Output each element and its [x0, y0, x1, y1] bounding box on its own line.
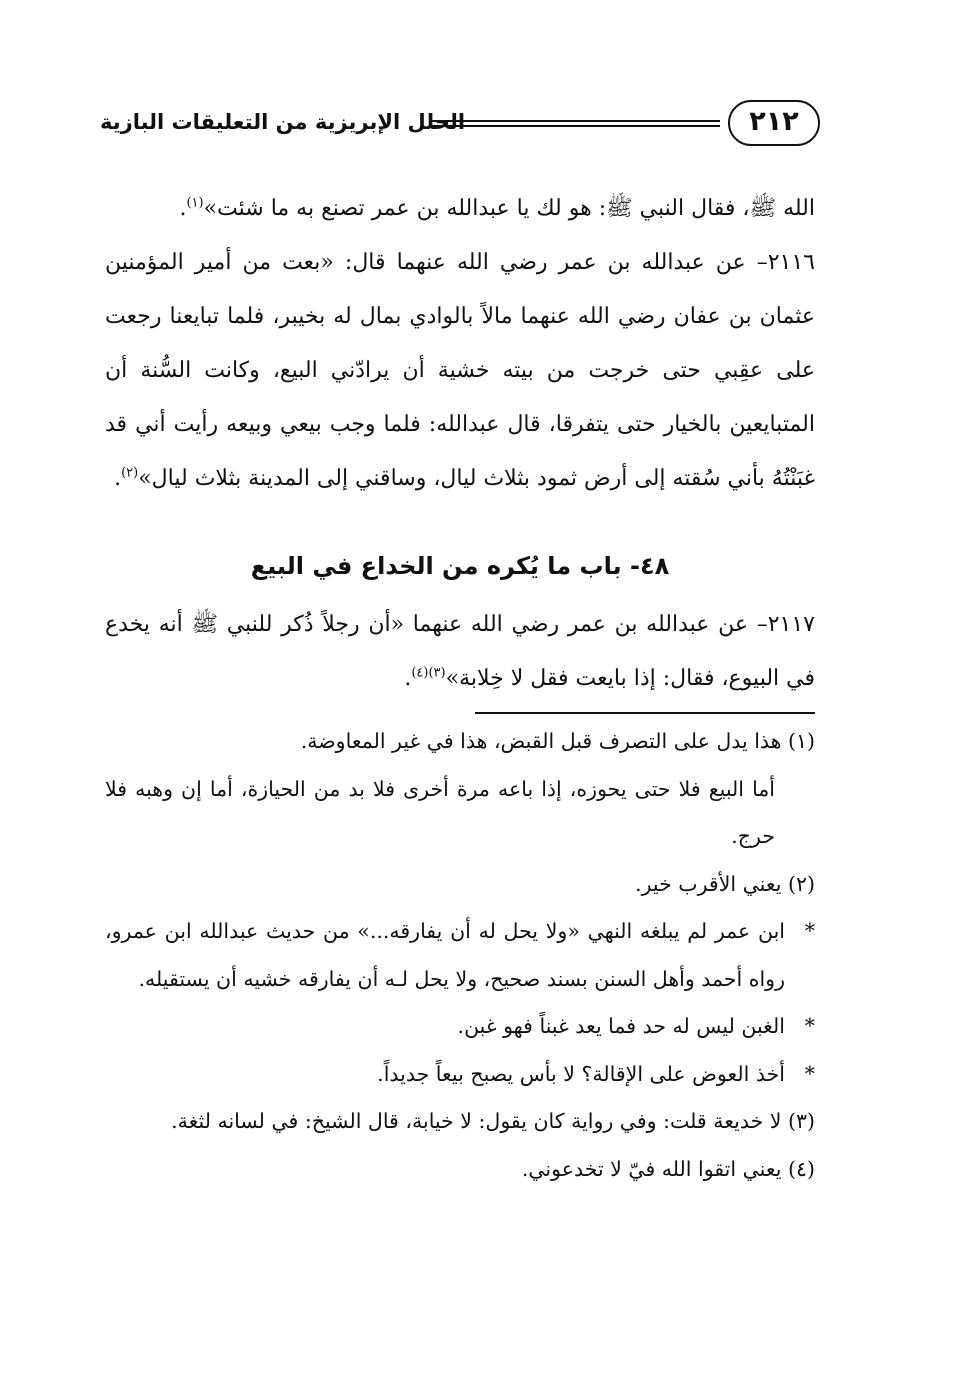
footnotes: [105, 718, 815, 1193]
asterisk-icon: *: [804, 919, 815, 943]
footnote-3: (٣) لا خديعة قلت: وفي رواية كان يقول: لا خيابة، قال الشيخ: في لسانه لثغة.: [171, 1109, 815, 1133]
footnote-ref-2[interactable]: (٢): [121, 465, 139, 481]
hadith-2116: ٢١١٦– عن عبدالله بن عمر رضي الله عنهما قال: «بعت من أمير المؤمنين عثمان بن عفان رضي الله عنهما مالاً بالوادي بمال له بخيبر، فلما تبايعنا رجعت على عقِبي حتى خرجت من بيته خشية أن يرادّني البيع، وكانت السُّنة أن المتبايعين بالخيار حتى يتفرقا، قال عبدالله: فلما وجب بيعي وبيعه رأيت أني قد غبَنْتُهُ بأني سُقته إلى أرض ثمود بثلاث ليال، وساقني إلى المدينة بثلاث ليال»$^{(٢)}$.: [105, 250, 815, 491]
footnote-comment-3: * أخذ العوض على الإقالة؟ لا بأس يصبح بيعاً جديداً.: [105, 1051, 815, 1099]
asterisk-icon: *: [804, 1014, 815, 1038]
hadith-number: ٢١١٦: [767, 250, 815, 275]
book-title: الحلل الإبريزية من التعليقات البازية: [100, 110, 466, 134]
footnote-1: (١) هذا يدل على التصرف قبل القبض، هذا في غير المعاوضة.: [300, 729, 815, 753]
footnote-ref-1[interactable]: (١): [186, 195, 204, 211]
footnote-comment-1: * ابن عمر لم يبلغه النهي «ولا يحل له أن يفارقه...» من حديث عبدالله ابن عمرو، رواه أحمد وأهل السنن بسند صحيح، ولا يحل لـه أن يفارقه خشيه أن يستقيله.: [105, 908, 815, 1003]
page-number-badge: ٢١٢: [728, 100, 820, 146]
footnote-separator: [475, 712, 815, 714]
footnote-1-continued: أما البيع فلا حتى يحوزه، إذا باعه مرة أخرى فلا بد من الحيازة، أما إن وهبه فلا حرج.: [105, 776, 775, 848]
main-text-2: [105, 598, 815, 706]
section-heading: ٤٨- باب ما يُكره من الخداع في البيع: [250, 552, 670, 580]
page-header: [100, 100, 820, 158]
footnote-comment-2: * الغبن ليس له حد فما يعد غبناً فهو غبن.: [105, 1003, 815, 1051]
footnote-4: (٤) يعني اتقوا الله فيّ لا تخدعوني.: [521, 1156, 815, 1181]
footnote-ref-3-4[interactable]: (٣)(٤): [411, 665, 446, 681]
asterisk-icon: *: [804, 1061, 815, 1086]
header-rule: [430, 120, 720, 127]
footnote-2: (٢) يعني الأقرب خير.: [635, 871, 815, 896]
main-text: [105, 182, 815, 506]
continuation-paragraph: الله ﷺ، فقال النبي ﷺ: هو لك يا عبدالله بن عمر تصنع به ما شئت»$^{(١)}$.: [179, 195, 815, 221]
hadith-number: ٢١١٧: [767, 612, 815, 637]
hadith-2117: ٢١١٧– عن عبدالله بن عمر رضي الله عنهما «أن رجلاً ذُكر للنبي ﷺ أنه يخدع في البيوع، فقال: إذا بايعت فقل لا خِلابة»$^{(٣)(٤)}$.: [105, 612, 815, 691]
